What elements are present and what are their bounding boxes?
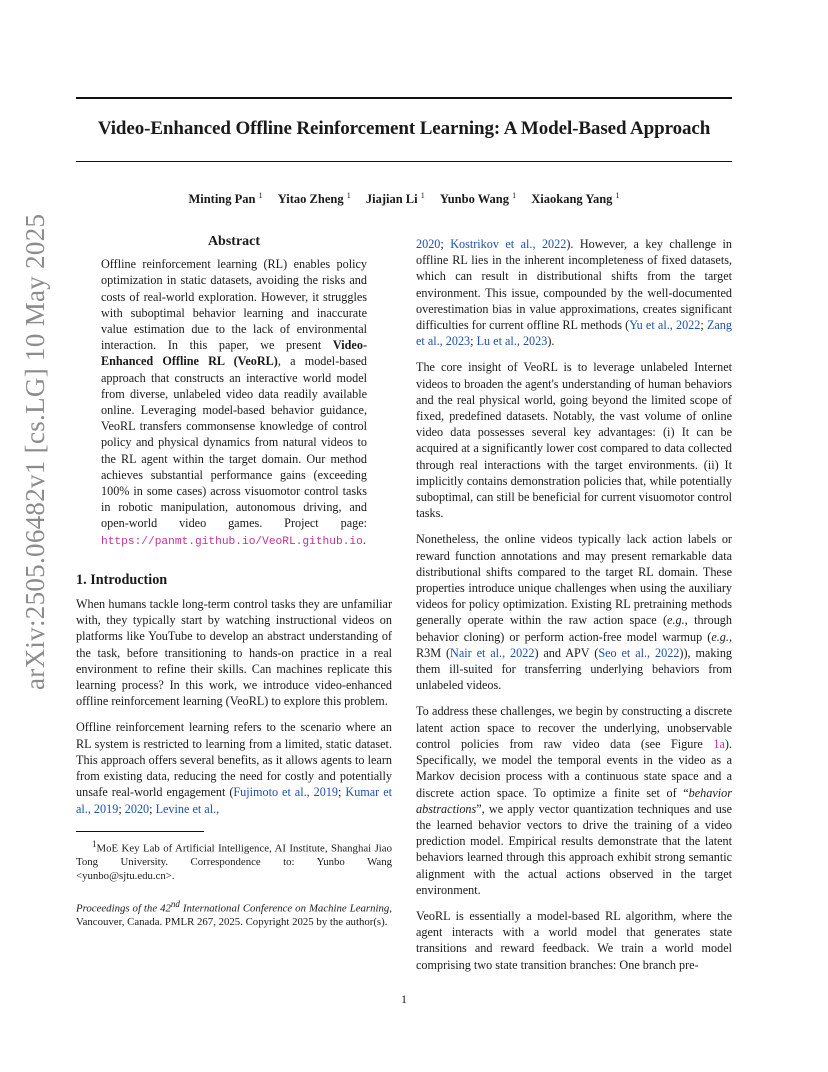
citation-link[interactable]: 2020 xyxy=(124,801,150,816)
affiliation-footnote: $^1$MoE Key Lab of Artificial Intelligence, AI Institute, Shanghai Jiao Tong University. Correspondence to: Yunbo Wang <yunbo@sjtu.edu.cn>. xyxy=(76,831,392,884)
citation-link[interactable]: Kostrikov et al., 2022 xyxy=(450,237,567,251)
project-page-link[interactable]: https://panmt.github.io/VeoRL.github.io xyxy=(101,535,363,548)
citation-link[interactable]: Zang et al., 2023 xyxy=(416,318,732,349)
author-list xyxy=(76,191,732,207)
figure-reference-link[interactable]: 1a xyxy=(713,736,725,751)
body-paragraph: VeoRL is essentially a model-based RL algorithm, where the agent interacts with a world model that generates state transitions and reward feedback. We train a world model comprising two state transition branches: One branch pre- xyxy=(416,908,732,972)
intro-paragraph-1: When humans tackle long-term control tasks they are unfamiliar with, they typically start by watching instructional videos on platforms like YouTube to develop an abstract understanding of the task, before transitioning to hands-on practice in a real environment to refine their skills. Can machines replicate this learning process? In this work, we introduce video-enhanced offline reinforcement learning (VeoRL) to explore this problem. xyxy=(76,597,392,709)
title-rule-bottom xyxy=(76,161,732,162)
footnote-rule xyxy=(76,831,204,832)
paper-title: Video-Enhanced Offline Reinforcement Learning: A Model-Based Approach xyxy=(97,118,711,139)
proceedings-note: Proceedings of the 42nd International Conference on Machine Learning, Vancouver, Canada. PMLR 267, 2025. Copyright 2025 by the author(s). xyxy=(76,898,392,929)
citation-link[interactable]: Lu et al., 2023 xyxy=(476,334,548,349)
intro-paragraph-2: Offline reinforcement learning refers to the scenario where an RL system is restricted to learning from a limited, static dataset. This approach offers several benefits, as it allows agents to learn from existing data, reducing the need for costly and potentially unsafe real-world engagement (Fujimoto et al., 2019; Kumar et al., 2019; 2020; Levine et al., xyxy=(76,720,392,816)
citation-link[interactable]: Fujimoto et al., 2019 xyxy=(233,785,339,800)
author: Xiaokang Yang $^1$ xyxy=(531,191,620,207)
arxiv-identifier-text: arXiv:2505.06482v1 [cs.LG] 10 May 2025 xyxy=(20,213,50,690)
body-paragraph: 2020; Kostrikov et al., 2022). However, a key challenge in offline RL lies in the inherent incompleteness of fixed datasets, which can result in distributional shifts from the target environment. This issue, compounded by the well-documented overestimation bias in value approximations, creates significant difficulties for current offline RL methods (Yu et al., 2022; Zang et al., 2023; Lu et al., 2023). xyxy=(416,237,733,349)
citation-link[interactable]: Kumar et al., 2019 xyxy=(76,785,392,816)
citation-link[interactable]: Yu et al., 2022 xyxy=(629,318,701,333)
author: Jiajian Li $^1$ xyxy=(365,191,425,207)
author: Minting Pan $^1$ xyxy=(188,191,263,207)
method-name: Video-Enhanced Offline RL (VeoRL) xyxy=(101,338,367,369)
author: Yitao Zheng $^1$ xyxy=(277,191,351,207)
body-paragraph: To address these challenges, we begin by constructing a discrete latent action space to recover the underlying, unobservable control policies from raw video data (see Figure 1a). Specifically, we model the temporal events in the video as a Markov decision process with a continuous state space and a discrete action space. To optimize a finite set of “behavior abstractions”, we apply vector quantization techniques and use the learned behavior vectors to drive the training of a video prediction model. Empirical results demonstrate that the latent behaviors learned through this approach exhibit strong semantic alignment with the actual actions observed in the target environment. xyxy=(416,704,732,897)
citation-link[interactable]: 2020 xyxy=(416,237,441,251)
body-paragraph: Nonetheless, the online videos typically lack action labels or reward function annotations and may present remarkable data distributional shifts compared to the target RL domain. These properties introduce unique challenges when using the auxiliary videos for policy optimization. Existing RL pretraining methods generally operate within the raw action space (e.g., through behavior cloning) or perform action-free model warmup (e.g., R3M (Nair et al., 2022) and APV (Seo et al., 2022)), making them ill-suited for transferring underlying behaviors from unlabeled videos. xyxy=(416,532,733,693)
citation-link[interactable]: Nair et al., 2022 xyxy=(450,645,535,660)
section-heading-introduction: 1. Introduction xyxy=(76,571,168,588)
left-column xyxy=(76,234,392,930)
citation-link[interactable]: Seo et al., 2022 xyxy=(598,645,680,660)
right-column xyxy=(416,236,732,983)
citation-link[interactable]: Levine et al., xyxy=(155,801,220,816)
body-paragraph: The core insight of VeoRL is to leverage unlabeled Internet videos to broaden the agent's understanding of human behaviors and the real physical world, going beyond the limited scope of fixed, predefined datasets. Notably, the vast volume of online video data possesses several key advantages: (i) It can be acquired at a significantly lower cost compared to data collected through real interactions with the target environments. (ii) It implicitly contains demonstration policies that, while potentially suboptimal, can still be beneficial for current visuomotor control tasks. xyxy=(416,360,732,521)
abstract-body: Offline reinforcement learning (RL) enables policy optimization in static datasets, avoiding the risks and costs of real-world exploration. However, it struggles with suboptimal behavior learning and inaccurate value estimation due to the lack of environmental interaction. In this paper, we present Video-Enhanced Offline RL (VeoRL), a model-based approach that constructs an interactive world model from diverse, unlabeled video data readily available online. Leveraging model-based behavior guidance, VeoRL transfers commonsense knowledge of control policy and physical dynamics from natural videos to the RL agent within the target domain. Our method achieves substantial performance gains (exceeding 100% in some cases) across visuomotor control tasks in robotic manipulation, autonomous driving, and open-world video games. Project page: https://panmt.github.io/VeoRL.github.io. xyxy=(101,257,367,548)
author: Yunbo Wang $^1$ xyxy=(439,191,517,207)
title-rule-top xyxy=(76,97,732,99)
abstract-heading: Abstract xyxy=(207,234,261,249)
page-number: 1 xyxy=(401,992,407,1006)
